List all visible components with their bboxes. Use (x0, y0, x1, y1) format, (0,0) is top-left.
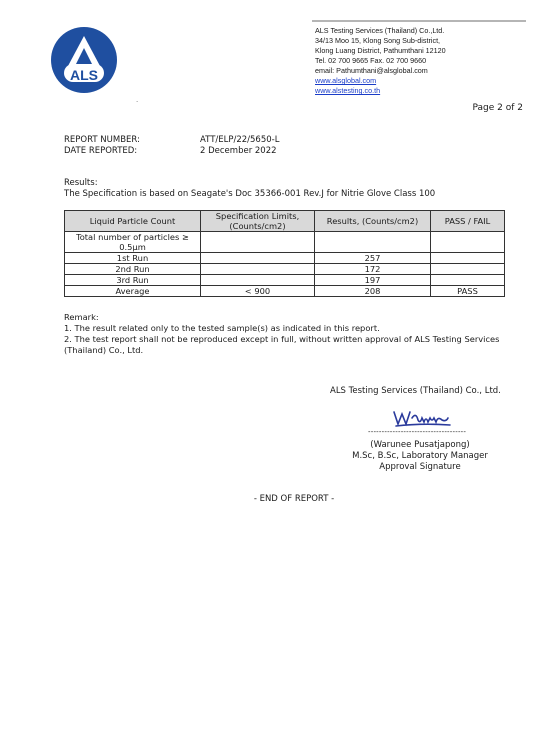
end-of-report: - END OF REPORT - (253, 494, 335, 504)
table-cell (431, 264, 505, 275)
table-cell (201, 232, 315, 253)
table-cell: 197 (315, 275, 431, 286)
table-header-row (65, 211, 505, 232)
remark-title: Remark: (64, 312, 99, 322)
decorative-dot: . (136, 96, 139, 104)
table-cell: 2nd Run (65, 264, 201, 275)
table-cell: Total number of particles ≥ 0.5μm (65, 232, 201, 253)
header-address-2: Klong Luang District, Pathumthani 12120 (315, 46, 446, 55)
table-cell (201, 264, 315, 275)
table-cell: Average (65, 286, 201, 297)
header-website-link-1[interactable]: www.alsglobal.com (315, 76, 377, 85)
remark-line-1: 1. The result related only to the tested sample(s) as indicated in this report. (64, 323, 380, 333)
company-header (315, 26, 446, 96)
signature-icon (392, 406, 452, 428)
header-website-link-2[interactable]: www.alstesting.co.th (315, 86, 381, 95)
table-row (65, 253, 505, 264)
report-number-value: ATT/ELP/22/5650-L (200, 135, 280, 145)
header-particle-count: Liquid Particle Count (65, 211, 201, 232)
date-reported-label: DATE REPORTED: (64, 146, 138, 156)
table-cell: 172 (315, 264, 431, 275)
table-cell (201, 253, 315, 264)
table-row (65, 286, 505, 297)
table-cell: 3rd Run (65, 275, 201, 286)
header-pass-fail: PASS / FAIL (431, 211, 505, 232)
results-table (64, 210, 505, 297)
header-company: ALS Testing Services (Thailand) Co.,Ltd. (315, 26, 445, 35)
table-cell: 257 (315, 253, 431, 264)
signature-company: ALS Testing Services (Thailand) Co., Ltd. (330, 386, 501, 396)
table-cell: < 900 (201, 286, 315, 297)
als-logo-icon (50, 26, 118, 94)
results-title: Results: (64, 178, 98, 188)
table-cell: 208 (315, 286, 431, 297)
date-reported-value: 2 December 2022 (200, 146, 277, 156)
table-cell: PASS (431, 286, 505, 297)
header-address-1: 34/13 Moo 15, Klong Song Sub-district, (315, 36, 441, 45)
table-cell (431, 253, 505, 264)
date-reported-row (64, 146, 279, 157)
header-rule (312, 20, 526, 22)
signer-role: Approval Signature (379, 462, 461, 472)
signature-block (330, 440, 510, 473)
table-row (65, 264, 505, 275)
page-number: Page 2 of 2 (472, 103, 523, 113)
table-row (65, 232, 505, 253)
remark-section (64, 312, 504, 356)
signer-title: M.Sc, B.Sc, Laboratory Manager (352, 451, 488, 461)
logo-text: ALS (70, 67, 98, 83)
als-logo (50, 26, 118, 94)
table-row (65, 275, 505, 286)
header-email: email: Pathumthani@alsglobal.com (315, 66, 428, 75)
table-cell (315, 232, 431, 253)
table-cell (201, 275, 315, 286)
report-meta (64, 135, 279, 157)
remark-line-2: 2. The test report shall not be reproduced except in full, without written approval of ALS Testing Services (Thailand) Co., Ltd. (64, 334, 500, 355)
header-tel: Tel. 02 700 9665 Fax. 02 700 9660 (315, 56, 427, 65)
results-spec: The Specification is based on Seagate's Doc 35366-001 Rev.J for Nitrie Glove Class 100 (64, 189, 436, 199)
table-cell (431, 275, 505, 286)
results-section (64, 178, 435, 200)
signer-name: (Warunee Pusatjapong) (370, 440, 470, 450)
header-spec-limits: Specification Limits, (Counts/cm2) (201, 211, 315, 232)
table-cell: 1st Run (65, 253, 201, 264)
report-number-row (64, 135, 279, 146)
report-number-label: REPORT NUMBER: (64, 135, 140, 145)
table-cell (431, 232, 505, 253)
signature-line: ------------------------------------ (368, 428, 467, 436)
handwritten-signature (392, 406, 452, 428)
header-results: Results, (Counts/cm2) (315, 211, 431, 232)
